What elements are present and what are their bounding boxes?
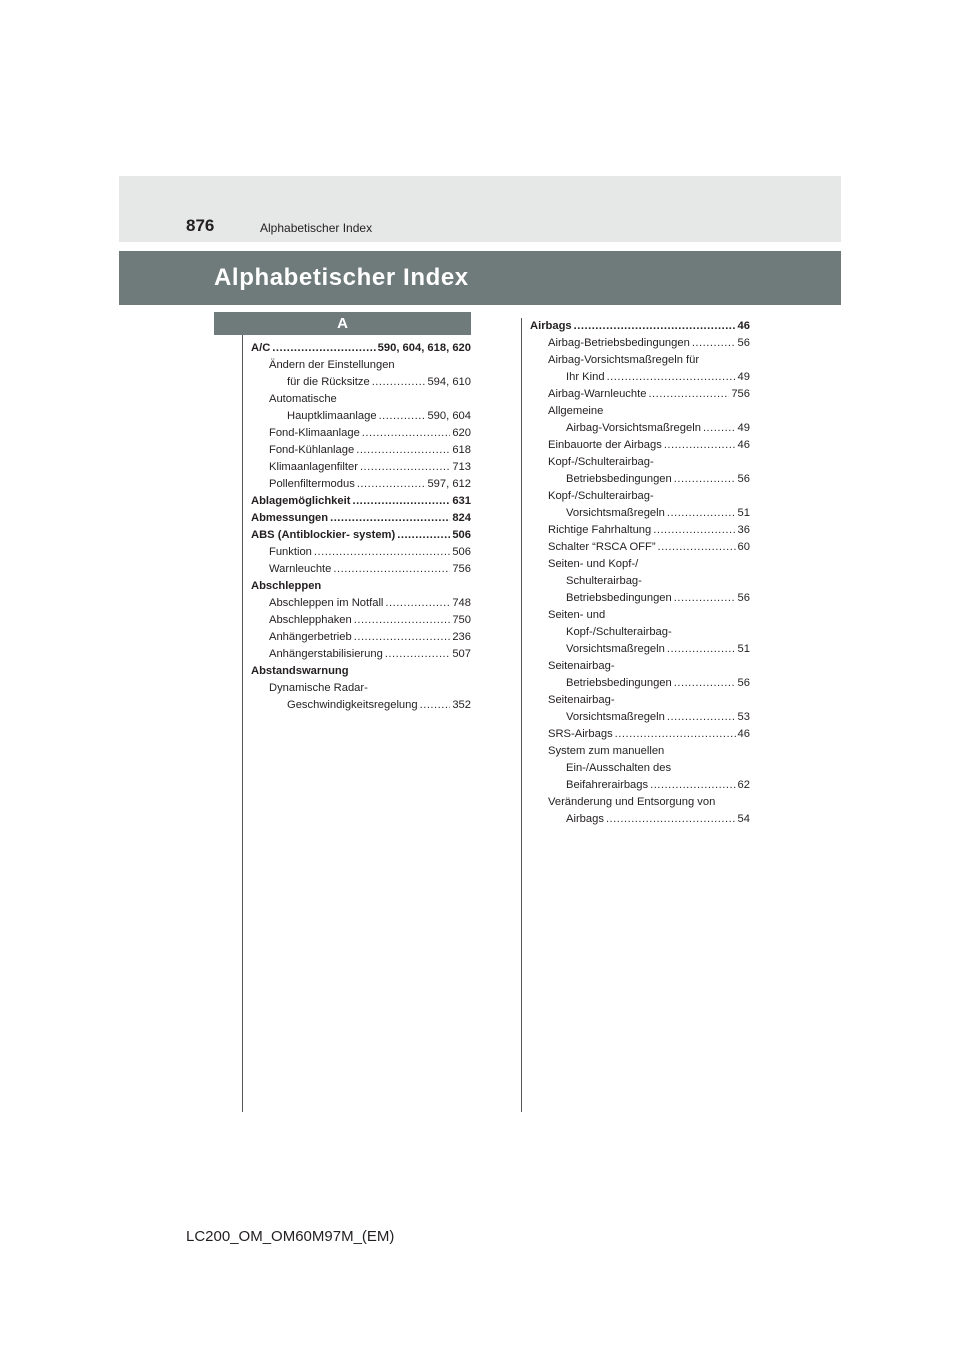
dot-leader xyxy=(385,646,451,663)
index-entry xyxy=(530,352,750,369)
index-entry xyxy=(530,658,750,675)
index-entry-pages[interactable]: 56 xyxy=(737,677,750,689)
index-entry xyxy=(530,488,750,505)
dot-leader xyxy=(354,612,451,629)
index-entry-label: Kopf-/Schulterairbag- xyxy=(566,626,672,638)
section-letter-bar: A xyxy=(214,312,471,335)
index-entry-label: Airbag-Betriebsbedingungen xyxy=(548,337,690,349)
index-entry-label: Airbag-Vorsichtsmaßregeln xyxy=(566,422,701,434)
dot-leader xyxy=(379,408,426,425)
dot-leader xyxy=(314,544,450,561)
index-entry xyxy=(530,794,750,811)
index-entry-pages[interactable]: 750 xyxy=(452,614,471,626)
dot-leader xyxy=(574,318,736,335)
index-entry-label: Vorsichtsmaßregeln xyxy=(566,507,665,519)
index-entry-pages[interactable]: 590, 604 xyxy=(427,410,471,422)
index-entry-label: Airbag-Warnleuchte xyxy=(548,388,647,400)
index-entry xyxy=(251,374,471,391)
index-entry-pages[interactable]: 590, 604, 618, 620 xyxy=(377,342,471,354)
index-entry-label: Abschleppen xyxy=(251,580,322,592)
index-entry xyxy=(530,386,750,403)
index-entry xyxy=(530,403,750,420)
left-column-rule xyxy=(242,318,243,1112)
index-entry-label: Abschlepphaken xyxy=(269,614,352,626)
dot-leader xyxy=(667,709,736,726)
index-entry-label: Allgemeine xyxy=(548,405,604,417)
index-entry xyxy=(530,760,750,777)
index-entry-pages[interactable]: 236 xyxy=(452,631,471,643)
left-index-column xyxy=(251,340,471,714)
index-entry-pages[interactable]: 49 xyxy=(737,422,750,434)
index-entry-label: Einbauorte der Airbags xyxy=(548,439,662,451)
index-entry xyxy=(530,590,750,607)
dot-leader xyxy=(653,522,735,539)
index-entry xyxy=(530,335,750,352)
index-entry-label: Anhängerbetrieb xyxy=(269,631,352,643)
dot-leader xyxy=(385,595,450,612)
dot-leader xyxy=(360,459,450,476)
dot-leader xyxy=(372,374,426,391)
index-entry-label: Seitenairbag- xyxy=(548,694,615,706)
index-entry-pages[interactable]: 506 xyxy=(452,529,471,541)
dot-leader xyxy=(692,335,736,352)
index-entry xyxy=(251,595,471,612)
index-entry-label: SRS-Airbags xyxy=(548,728,613,740)
index-entry-label: Vorsichtsmaßregeln xyxy=(566,643,665,655)
index-entry-label: System zum manuellen xyxy=(548,745,665,757)
index-entry xyxy=(251,527,471,544)
index-entry-pages[interactable]: 46 xyxy=(737,320,750,332)
index-entry-label: Seitenairbag- xyxy=(548,660,615,672)
index-entry xyxy=(530,607,750,624)
index-entry-pages[interactable]: 713 xyxy=(452,461,471,473)
dot-leader xyxy=(674,471,736,488)
index-entry-label: Kopf-/Schulterairbag- xyxy=(548,490,654,502)
index-entry-label: für die Rücksitze xyxy=(287,376,370,388)
index-entry xyxy=(530,556,750,573)
index-entry xyxy=(530,641,750,658)
index-entry-label: Betriebsbedingungen xyxy=(566,677,672,689)
index-entry-label: Abstandswarnung xyxy=(251,665,349,677)
index-entry-label: Dynamische Radar- xyxy=(269,682,368,694)
right-column-rule xyxy=(521,318,522,1112)
index-entry xyxy=(530,471,750,488)
index-entry-pages[interactable]: 46 xyxy=(737,728,750,740)
index-entry-pages[interactable]: 60 xyxy=(737,541,750,553)
dot-leader xyxy=(664,437,736,454)
index-entry xyxy=(251,629,471,646)
index-entry-pages[interactable]: 352 xyxy=(452,699,471,711)
index-entry xyxy=(530,522,750,539)
index-entry-label: Beifahrerairbags xyxy=(566,779,649,791)
index-entry xyxy=(530,726,750,743)
index-entry xyxy=(251,357,471,374)
dot-leader xyxy=(272,340,375,357)
index-entry xyxy=(251,459,471,476)
dot-leader xyxy=(397,527,450,544)
index-entry-pages[interactable]: 49 xyxy=(737,371,750,383)
dot-leader xyxy=(333,561,450,578)
index-entry-pages[interactable]: 618 xyxy=(452,444,471,456)
dot-leader xyxy=(606,811,736,828)
index-entry-label: Betriebsbedingungen xyxy=(566,592,672,604)
dot-leader xyxy=(352,493,450,510)
index-entry-label: Ihr Kind xyxy=(566,371,605,383)
index-entry-label: Airbags xyxy=(566,813,604,825)
index-entry-label: Abschleppen im Notfall xyxy=(269,597,384,609)
index-entry xyxy=(251,510,471,527)
index-entry xyxy=(251,493,471,510)
index-entry-pages[interactable]: 748 xyxy=(452,597,471,609)
index-entry xyxy=(251,544,471,561)
index-entry xyxy=(251,697,471,714)
index-entry-label: Fond-Klimaanlage xyxy=(269,427,360,439)
index-entry-pages[interactable]: 56 xyxy=(737,473,750,485)
dot-leader xyxy=(362,425,451,442)
page-title: Alphabetischer Index xyxy=(214,264,469,291)
index-entry xyxy=(530,624,750,641)
index-entry-pages[interactable]: 46 xyxy=(737,439,750,451)
index-entry-pages[interactable]: 631 xyxy=(452,495,471,507)
index-entry-pages[interactable]: 56 xyxy=(737,337,750,349)
dot-leader xyxy=(667,505,736,522)
index-entry-label: Warnleuchte xyxy=(269,563,332,575)
dot-leader xyxy=(330,510,450,527)
index-entry-pages[interactable]: 620 xyxy=(452,427,471,439)
index-entry xyxy=(251,646,471,663)
index-entry-label: Betriebsbedingungen xyxy=(566,473,672,485)
index-entry xyxy=(530,454,750,471)
dot-leader xyxy=(667,641,736,658)
index-entry-label: Airbags xyxy=(530,320,572,332)
index-entry xyxy=(530,573,750,590)
index-entry-label: Veränderung und Entsorgung von xyxy=(548,796,716,808)
index-entry xyxy=(530,505,750,522)
index-entry-label: Automatische xyxy=(269,393,337,405)
index-entry xyxy=(530,743,750,760)
index-entry xyxy=(251,442,471,459)
index-entry xyxy=(530,437,750,454)
index-entry-pages[interactable]: 56 xyxy=(737,592,750,604)
header-band xyxy=(119,176,841,242)
index-entry xyxy=(251,340,471,357)
index-entry-label: Ändern der Einstellungen xyxy=(269,359,395,371)
index-entry xyxy=(251,425,471,442)
index-entry-label: Anhängerstabilisierung xyxy=(269,648,383,660)
index-entry-label: Schalter “RSCA OFF” xyxy=(548,541,656,553)
index-entry-label: Vorsichtsmaßregeln xyxy=(566,711,665,723)
index-entry xyxy=(251,578,471,595)
index-entry-pages[interactable]: 507 xyxy=(452,648,471,660)
index-entry xyxy=(530,318,750,335)
dot-leader xyxy=(356,442,450,459)
index-entry-pages[interactable]: 36 xyxy=(737,524,750,536)
index-entry-pages[interactable]: 51 xyxy=(737,643,750,655)
index-entry-label: Klimaanlagenfilter xyxy=(269,461,358,473)
index-entry xyxy=(251,391,471,408)
dot-leader xyxy=(648,386,729,403)
right-index-column xyxy=(530,318,750,828)
index-entry-label: Funktion xyxy=(269,546,312,558)
index-entry-label: A/C xyxy=(251,342,271,354)
dot-leader xyxy=(607,369,736,386)
index-entry-label: Airbag-Vorsichtsmaßregeln für xyxy=(548,354,700,366)
index-entry-label: Pollenfiltermodus xyxy=(269,478,355,490)
index-entry-label: Richtige Fahrhaltung xyxy=(548,524,652,536)
dot-leader xyxy=(703,420,736,437)
dot-leader xyxy=(615,726,736,743)
index-entry-label: Schulterairbag- xyxy=(566,575,642,587)
index-entry-label: Ein-/Ausschalten des xyxy=(566,762,672,774)
dot-leader xyxy=(658,539,736,556)
dot-leader xyxy=(420,697,451,714)
index-entry xyxy=(251,680,471,697)
index-entry-label: Seiten- und Kopf-/ xyxy=(548,558,639,570)
index-entry xyxy=(251,561,471,578)
index-entry xyxy=(530,369,750,386)
index-entry-pages[interactable]: 756 xyxy=(731,388,750,400)
index-entry xyxy=(530,420,750,437)
index-entry-pages[interactable]: 756 xyxy=(452,563,471,575)
index-entry xyxy=(251,663,471,680)
index-entry-label: Geschwindigkeitsregelung xyxy=(287,699,418,711)
footer-code: LC200_OM_OM60M97M_(EM) xyxy=(186,1228,395,1245)
index-entry xyxy=(530,709,750,726)
index-entry-pages[interactable]: 54 xyxy=(737,813,750,825)
index-entry xyxy=(530,675,750,692)
title-band xyxy=(119,251,841,305)
dot-leader xyxy=(674,675,736,692)
index-entry xyxy=(251,612,471,629)
dot-leader xyxy=(674,590,736,607)
dot-leader xyxy=(354,629,451,646)
dot-leader xyxy=(357,476,426,493)
index-entry-pages[interactable]: 824 xyxy=(452,512,471,524)
index-entry-pages[interactable]: 597, 612 xyxy=(427,478,471,490)
index-entry-pages[interactable]: 594, 610 xyxy=(427,376,471,388)
dot-leader xyxy=(650,777,735,794)
index-entry xyxy=(530,692,750,709)
index-entry-label: Ablagemöglichkeit xyxy=(251,495,351,507)
index-entry-pages[interactable]: 506 xyxy=(452,546,471,558)
index-entry-label: Kopf-/Schulterairbag- xyxy=(548,456,654,468)
running-title: Alphabetischer Index xyxy=(260,221,373,235)
index-entry-label: Abmessungen xyxy=(251,512,329,524)
index-entry-pages[interactable]: 51 xyxy=(737,507,750,519)
index-entry xyxy=(530,811,750,828)
index-entry-label: Hauptklimaanlage xyxy=(287,410,377,422)
index-entry xyxy=(251,476,471,493)
index-entry-pages[interactable]: 53 xyxy=(737,711,750,723)
page-number: 876 xyxy=(186,216,215,235)
index-entry xyxy=(530,539,750,556)
index-entry-label: Fond-Kühlanlage xyxy=(269,444,355,456)
index-entry xyxy=(251,408,471,425)
index-entry-pages[interactable]: 62 xyxy=(737,779,750,791)
index-entry-label: Seiten- und xyxy=(548,609,606,621)
index-entry xyxy=(530,777,750,794)
index-entry-label: ABS (Antiblockier- system) xyxy=(251,529,396,541)
